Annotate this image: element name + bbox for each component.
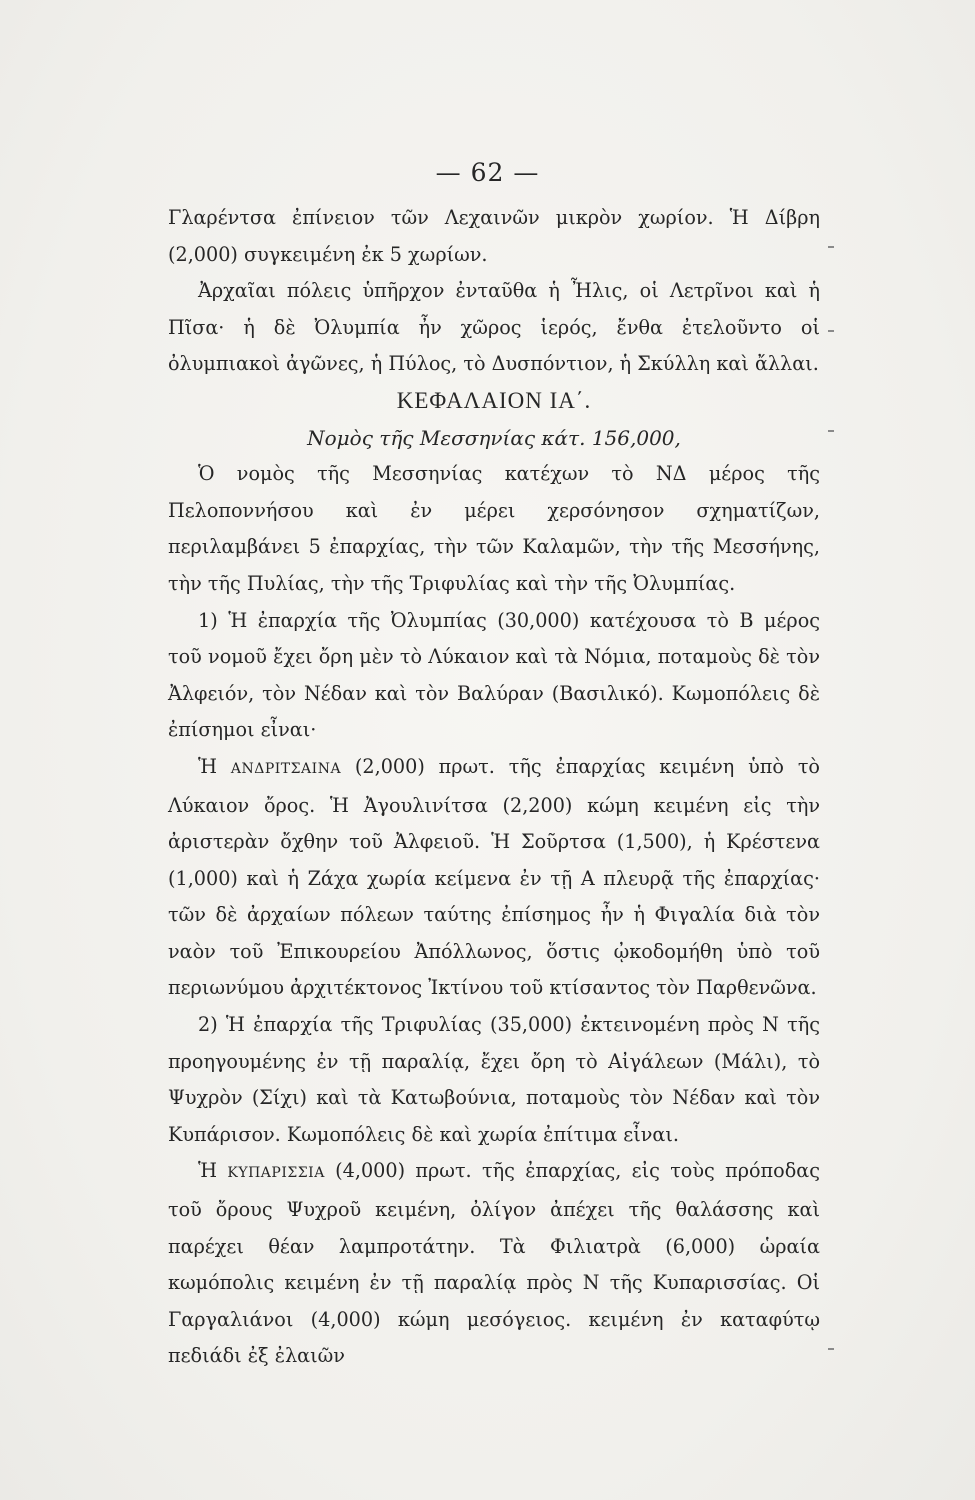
nomos-paragraph: Ὁ νομὸς τῆς Μεσσηνίας κατέχων τὸ ΝΔ μέρος τῆς Πελοποννήσου καὶ ἐν μέρει χερσόνησον σχηματίζων, περιλαμβάνει 5 ἐπαρχίας, τὴν τῶν Καλαμῶν, τὴν τῆς Μεσσήνης, τὴν τῆς Πυλίας, τὴν τῆς Τριφυλίας καὶ τὴν τῆς Ὀλυμπίας. (168, 462, 820, 595)
trifylia-paragraph: 2) Ἡ ἐπαρχία τῆς Τριφυλίας (35,000) ἐκτεινομένη πρὸς Ν τῆς προηγουμένης ἐν τῇ παραλίᾳ, ἔχει ὄρη τὸ Αἰγάλεων (Μάλι), τὸ Ψυχρὸν (Σίχι) καὶ τὰ Κατωβούνια, ποταμοὺς τὸν Νέδαν καὶ τὸν Κυπάρισον. Κωμοπόλεις δὲ καὶ χωρία ἐπίτιμα εἶναι. (168, 1013, 820, 1146)
intro-paragraph: Γλαρέντσα ἐπίνειον τῶν Λεχαινῶν μικρὸν χωρίον. Ἡ Δίβρη (2,000) συγκειμένη ἐκ 5 χωρίων. (168, 206, 820, 266)
olympia-paragraph: 1) Ἡ ἐπαρχία τῆς Ὀλυμπίας (30,000) κατέχουσα τὸ Β μέρος τοῦ νομοῦ ἔχει ὄρη μὲν τὸ Λύκαιον καὶ τὰ Νόμια, ποταμοὺς δὲ τὸν Ἀλφειόν, τὸν Νέδαν καὶ τὸν Βαλύραν (Βασιλικό). Κωμοπόλεις δὲ ἐπίσημοι εἶναι· (168, 608, 820, 742)
kyparissia-article: Ἡ (198, 1159, 218, 1183)
margin-mark (828, 330, 834, 332)
margin-mark (828, 1348, 834, 1350)
andritsaina-name: ΑΝΔΡΙΤΣΑΙΝΑ (230, 760, 342, 777)
margin-mark (828, 430, 834, 432)
margin-mark (828, 246, 834, 248)
page-number: — 62 — (435, 158, 540, 187)
chapter-title: ΚΕΦΑΛΑΙΟΝ ΙΑ΄. (396, 387, 592, 413)
andritsaina-paragraph (168, 749, 820, 1007)
kyparissia-name: ΚΥΠΑΡΙΣΣΙΑ (227, 1165, 325, 1182)
andritsaina-article: Ἡ (198, 754, 218, 778)
ancient-cities-paragraph: Ἀρχαῖαι πόλεις ὑπῆρχον ἐνταῦθα ἡ Ἦλις, οἱ Λετρῖνοι καὶ ἡ Πῖσα· ἡ δὲ Ὀλυμπία ἦν χῶρος ἱερός, ἔνθα ἐτελοῦντο οἱ ὀλυμπιακοὶ ἀγῶνες, ἡ Πύλος, τὸ Δυσπόντιον, ἡ Σκύλλη καὶ ἄλλαι. (168, 279, 820, 376)
kyparissia-text: (4,000) πρωτ. τῆς ἐπαρχίας, εἰς τοὺς πρόποδας τοῦ ὄρους Ψυχροῦ κειμένη, ὀλίγον ἀπέχει τῆς θαλάσσης καὶ παρέχει θέαν λαμπροτάτην. Τὰ Φιλιατρὰ (6,000) ὡραία κωμόπολις κειμένη ἐν τῇ παραλίᾳ πρὸς Ν τῆς Κυπαρισσίας. Οἱ Γαργαλιάνοι (4,000) κώμη μεσόγειος. κειμένη ἐν καταφύτῳ πεδιάδι ἐξ ἐλαιῶν (168, 1159, 820, 1368)
kyparissia-paragraph (168, 1153, 820, 1375)
body-text (168, 200, 820, 1375)
chapter-subtitle: Νομὸς τῆς Μεσσηνίας κάτ. 156,000, (307, 425, 681, 450)
andritsaina-text: (2,000) πρωτ. τῆς ἐπαρχίας κειμένη ὑπὸ τὸ Λύκαιον ὄρος. Ἡ Ἀγουλινίτσα (2,200) κώμη κειμένη εἰς τὴν ἀριστερὰν ὄχθην τοῦ Ἀλφειοῦ. Ἡ Σοῦρτσα (1,500), ἡ Κρέστενα (1,000) καὶ ἡ Ζάχα χωρία κείμενα ἐν τῇ Α πλευρᾷ τῆς ἐπαρχίας· τῶν δὲ ἀρχαίων πόλεων ταύτης ἐπίσημος ἦν ἡ Φιγαλία διὰ τὸν ναὸν τοῦ Ἐπικουρείου Ἀπόλλωνος, ὅστις ᾠκοδομήθη ὑπὸ τοῦ περιωνύμου ἀρχιτέκτονος Ἰκτίνου τοῦ κτίσαντος τὸν Παρθενῶνα. (168, 754, 820, 1000)
